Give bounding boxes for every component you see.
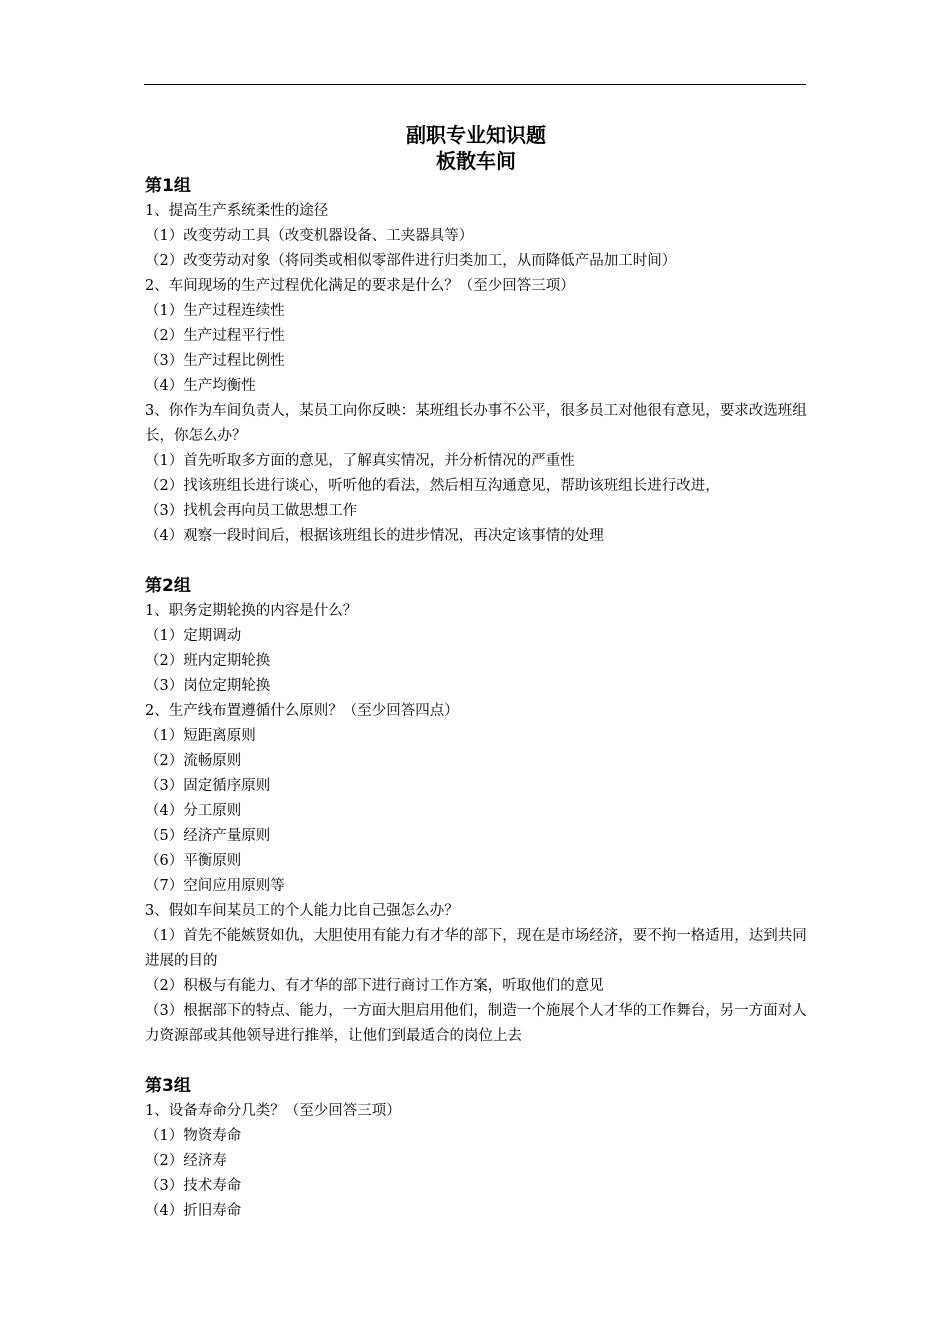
- answer-item: （5）经济产量原则: [145, 828, 271, 844]
- answer-item: （2）流畅原则: [145, 753, 242, 769]
- answer-item: （3）生产过程比例性: [145, 353, 285, 369]
- answer-item: （6）平衡原则: [145, 853, 242, 869]
- question-group: [145, 174, 807, 549]
- answer-item: （2）经济寿: [145, 1153, 227, 1169]
- answer-item: （2）生产过程平行性: [145, 328, 285, 344]
- question-groups: [145, 174, 807, 1224]
- question-group: [145, 1074, 807, 1224]
- question-text: 1、提高生产系统柔性的途径: [145, 203, 329, 219]
- document-content: [145, 122, 807, 1224]
- answer-item: （3）固定循序原则: [145, 778, 271, 794]
- question-group: [145, 574, 807, 1049]
- group-title: 第1组: [145, 176, 191, 196]
- answer-item: （1）改变劳动工具（改变机器设备、工夹器具等）: [145, 228, 474, 244]
- header-rule: [144, 84, 806, 85]
- answer-item: （2）班内定期轮换: [145, 653, 271, 669]
- question-text: 2、生产线布置遵循什么原则？（至少回答四点）: [145, 703, 459, 719]
- group-title: 第3组: [145, 1076, 191, 1096]
- answer-item: （3）技术寿命: [145, 1178, 242, 1194]
- question-text: 2、车间现场的生产过程优化满足的要求是什么？（至少回答三项）: [145, 278, 575, 294]
- answer-item: （1）定期调动: [145, 628, 242, 644]
- answer-item: （3）找机会再向员工做思想工作: [145, 503, 358, 519]
- answer-item: （3）岗位定期轮换: [145, 678, 271, 694]
- answer-item: （2）积极与有能力、有才华的部下进行商讨工作方案，听取他们的意见: [145, 978, 604, 994]
- answer-item: （1）首先听取多方面的意见，了解真实情况，并分析情况的严重性: [145, 453, 575, 469]
- question-text: 1、职务定期轮换的内容是什么？: [145, 603, 358, 619]
- document-title: 副职专业知识题: [406, 123, 546, 147]
- answer-item: （4）生产均衡性: [145, 378, 256, 394]
- answer-item: （1）首先不能嫉贤如仇，大胆使用有能力有才华的部下，现在是市场经济，要不拘一格适用，达到共同进展的目的: [145, 928, 807, 969]
- answer-item: （3）根据部下的特点、能力，一方面大胆启用他们，制造一个施展个人才华的工作舞台，另一方面对人力资源部或其他领导进行推举，让他们到最适合的岗位上去: [145, 1003, 807, 1044]
- answer-item: （7）空间应用原则等: [145, 878, 285, 894]
- answer-item: （4）观察一段时间后，根据该班组长的进步情况，再决定该事情的处理: [145, 528, 604, 544]
- answer-item: （1）物资寿命: [145, 1128, 242, 1144]
- group-title: 第2组: [145, 576, 191, 596]
- document-subtitle: 板散车间: [436, 149, 516, 173]
- question-text: 1、设备寿命分几类？（至少回答三项）: [145, 1103, 401, 1119]
- answer-item: （2）改变劳动对象（将同类或相似零部件进行归类加工，从而降低产品加工时间）: [145, 253, 677, 269]
- question-text: 3、你作为车间负责人，某员工向你反映：某班组长办事不公平，很多员工对他很有意见，要求改选班组长，你怎么办？: [145, 403, 807, 444]
- answer-item: （1）短距离原则: [145, 728, 256, 744]
- question-text: 3、假如车间某员工的个人能力比自己强怎么办？: [145, 903, 459, 919]
- answer-item: （2）找该班组长进行谈心，听听他的看法，然后相互沟通意见，帮助该班组长进行改进，: [145, 478, 720, 494]
- answer-item: （4）折旧寿命: [145, 1203, 242, 1219]
- answer-item: （1）生产过程连续性: [145, 303, 285, 319]
- answer-item: （4）分工原则: [145, 803, 242, 819]
